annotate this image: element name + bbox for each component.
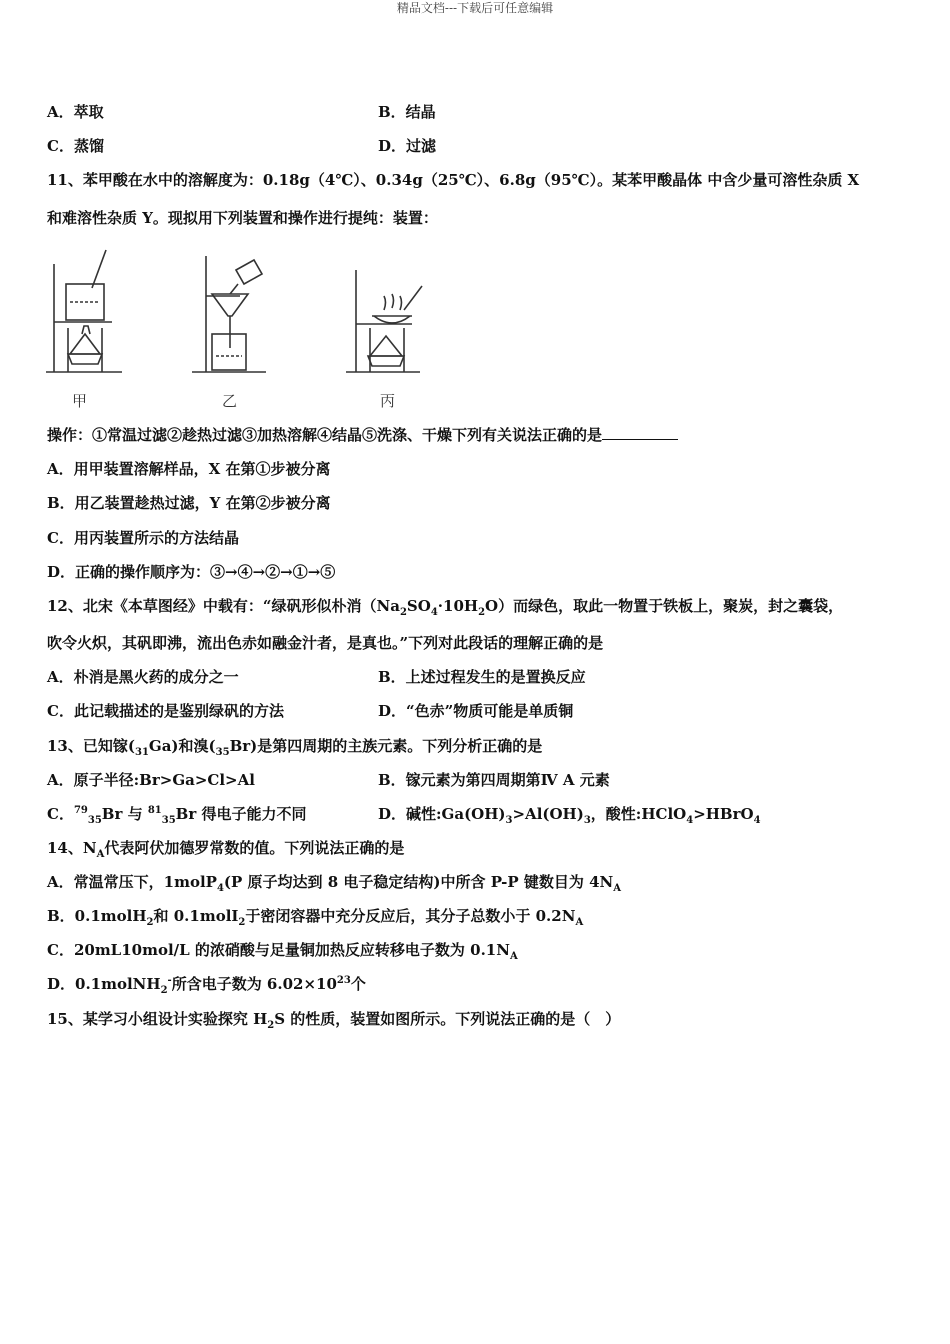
q10-option-a: A．萃取 bbox=[47, 103, 104, 121]
option-part: 于密闭容器中充分反应后，其分子总数小于 0.2N bbox=[245, 907, 576, 925]
q13-option-b: B．镓元素为第四周期第Ⅳ A 元素 bbox=[378, 771, 610, 789]
q12-stem-line2: 吹令火炽，其矾即沸，流出色赤如融金汁者，是真也。”下列对此段话的理解正确的是 bbox=[47, 634, 604, 652]
q15-stem bbox=[47, 1009, 620, 1029]
q14-stem-part: 代表阿伏加德罗常数的值。下列说法正确的是 bbox=[104, 839, 405, 857]
page-header: 精品文档---下载后可任意编辑 bbox=[396, 1, 554, 15]
q12-option-a: A．朴消是黑火药的成分之一 bbox=[47, 668, 239, 686]
q12-option-b: B．上述过程发生的是置换反应 bbox=[378, 668, 586, 686]
option-part: B．0.1molH bbox=[47, 907, 147, 925]
subscript: 4 bbox=[753, 815, 761, 826]
subscript: A bbox=[509, 951, 518, 962]
q11-stem-line2: 和难溶性杂质 Y。现拟用下列装置和操作进行提纯：装置： bbox=[47, 209, 438, 227]
superscript: 81 bbox=[147, 805, 162, 816]
label-bing: 丙 bbox=[380, 392, 396, 410]
q12-stem-part: O）而绿色，取此一物置于铁板上，聚炭，封之囊袋， bbox=[485, 597, 844, 615]
answer-blank bbox=[602, 425, 678, 440]
q13-stem-part: Br)是第四周期的主族元素。下列分析正确的是 bbox=[229, 737, 543, 755]
subscript: 2 bbox=[478, 607, 486, 618]
q14-option-a bbox=[47, 872, 621, 892]
option-part: D．0.1molNH bbox=[47, 975, 161, 993]
q11-operations-text: 操作：①常温过滤②趁热过滤③加热溶解④结晶⑤洗涤、干燥下列有关说法正确的是 bbox=[47, 426, 603, 444]
subscript: A bbox=[96, 849, 105, 860]
subscript: A bbox=[613, 883, 622, 894]
option-part: (P 原子均达到 8 电子稳定结构)中所含 P-P 键数目为 4N bbox=[223, 873, 614, 891]
apparatus-yi bbox=[192, 256, 266, 372]
subscript: A bbox=[575, 917, 584, 928]
label-yi: 乙 bbox=[222, 392, 238, 410]
option-part: 和 0.1molI bbox=[153, 907, 239, 925]
q14-stem-part: 14、N bbox=[47, 839, 97, 857]
q13-option-c bbox=[47, 804, 306, 824]
apparatus-bing bbox=[346, 270, 422, 372]
subscript: 4 bbox=[686, 815, 694, 826]
q13-option-d bbox=[378, 804, 761, 824]
subscript: 2 bbox=[160, 985, 168, 996]
option-part: D．碱性:Ga(OH) bbox=[378, 805, 506, 823]
subscript: 3 bbox=[505, 815, 513, 826]
label-jia: 甲 bbox=[72, 392, 88, 410]
q11-option-a: A．用甲装置溶解样品，X 在第①步被分离 bbox=[47, 460, 331, 478]
q12-stem-part: 12、北宋《本草图经》中载有：“绿矾形似朴消（Na bbox=[47, 597, 400, 615]
subscript: 35 bbox=[161, 815, 176, 826]
option-part: Br 得电子能力不同 bbox=[175, 805, 307, 823]
option-part: 个 bbox=[350, 975, 366, 993]
q14-option-d bbox=[47, 974, 366, 994]
q10-option-b: B．结晶 bbox=[378, 103, 436, 121]
superscript: 23 bbox=[336, 975, 351, 986]
q11-option-c: C．用丙装置所示的方法结晶 bbox=[47, 529, 239, 547]
q14-stem bbox=[47, 838, 404, 858]
option-part: C． bbox=[47, 805, 74, 823]
q11-option-b: B．用乙装置趁热过滤，Y 在第②步被分离 bbox=[47, 494, 331, 512]
q14-option-c bbox=[47, 940, 518, 960]
subscript: 2 bbox=[238, 917, 246, 928]
option-part: ，酸性:HClO bbox=[590, 805, 687, 823]
q13-stem-part: 13、已知镓( bbox=[47, 737, 135, 755]
q12-option-c: C．此记载描述的是鉴别绿矾的方法 bbox=[47, 702, 284, 720]
option-part: >HBrO bbox=[693, 805, 754, 823]
q11-apparatus-figure bbox=[40, 244, 440, 414]
q12-stem-line1 bbox=[47, 596, 843, 616]
option-part: >Al(OH) bbox=[512, 805, 584, 823]
subscript: 3 bbox=[583, 815, 591, 826]
subscript: 31 bbox=[134, 747, 149, 758]
q12-option-d: D．“色赤”物质可能是单质铜 bbox=[378, 702, 574, 720]
superscript: 79 bbox=[73, 805, 88, 816]
q11-stem-line1: 11、苯甲酸在水中的溶解度为：0.18g（4℃）、0.34g（25℃）、6.8g（95℃）。某苯甲酸晶体 中含少量可溶性杂质 X bbox=[47, 171, 860, 189]
subscript: 4 bbox=[216, 883, 224, 894]
q13-stem-part: Ga)和溴( bbox=[148, 737, 216, 755]
subscript: 35 bbox=[87, 815, 102, 826]
option-part: A．常温常压下，1molP bbox=[47, 873, 217, 891]
q14-option-b bbox=[47, 906, 583, 926]
subscript: 2 bbox=[146, 917, 154, 928]
q10-option-c: C．蒸馏 bbox=[47, 137, 104, 155]
q13-option-a: A．原子半径:Br>Ga>Cl>Al bbox=[47, 771, 255, 789]
q13-stem bbox=[47, 736, 542, 756]
q12-stem-part: ·10H bbox=[437, 597, 479, 615]
q12-stem-part: SO bbox=[406, 597, 431, 615]
q10-option-d: D．过滤 bbox=[378, 137, 437, 155]
subscript: 2 bbox=[399, 607, 407, 618]
q15-stem-part: 15、某学习小组设计实验探究 H bbox=[47, 1010, 268, 1028]
option-part: C．20mL10mol/L 的浓硝酸与足量铜加热反应转移电子数为 0.1N bbox=[47, 941, 510, 959]
superscript: - bbox=[167, 975, 172, 986]
option-part: Br 与 bbox=[101, 805, 148, 823]
q11-operations bbox=[47, 425, 678, 445]
q15-stem-part: S 的性质，装置如图所示。下列说法正确的是（ ） bbox=[274, 1010, 621, 1028]
apparatus-jia bbox=[46, 250, 122, 372]
q11-option-d: D．正确的操作顺序为：③→④→②→①→⑤ bbox=[47, 563, 336, 581]
subscript: 4 bbox=[430, 607, 438, 618]
option-part: 所含电子数为 6.02×10 bbox=[171, 975, 337, 993]
subscript: 2 bbox=[267, 1020, 275, 1031]
subscript: 35 bbox=[215, 747, 230, 758]
